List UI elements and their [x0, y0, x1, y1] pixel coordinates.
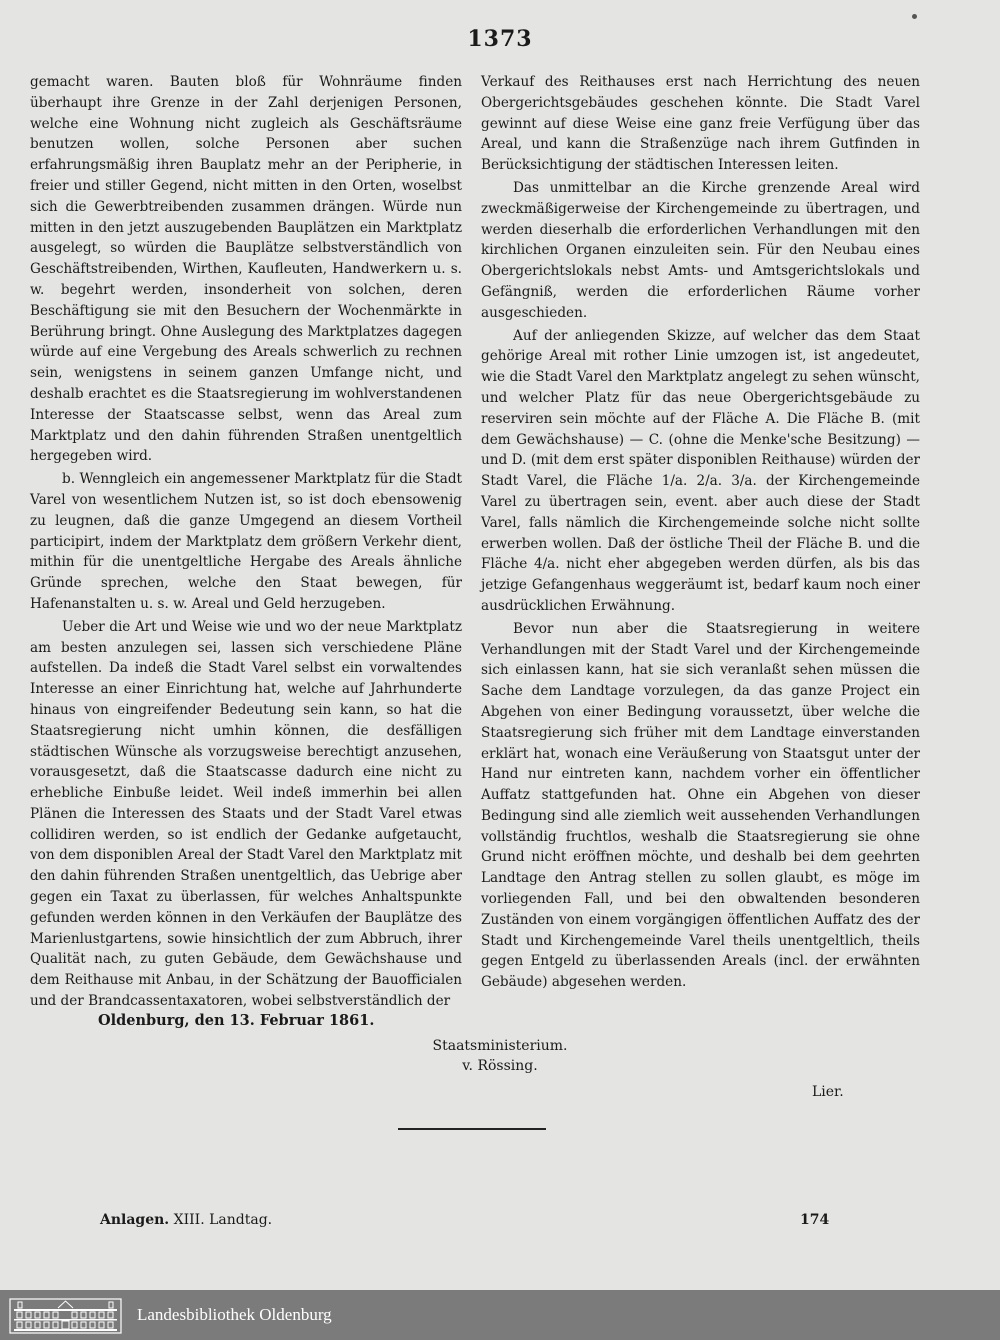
ink-dot: [912, 14, 917, 19]
place-date: Oldenburg, den 13. Februar 1861.: [98, 1012, 375, 1029]
footer-anlagen: Anlagen.: [100, 1212, 170, 1228]
left-paragraph-2: b. Wenngleich ein angemessener Marktplatz für die Stadt Varel von wesentlichem Nutzen ist, so ist doch ebensowenig zu leugnen, daß die ganze Umgegend an diesem Vortheil participirt, indem der Marktplatz dem größern Verkehr dient, mithin für die unentgeltliche Hergabe des Areals ähnliche Gründe sprechen, welche den Staat bewegen, für Hafenanstalten u. s. w. Areal und Geld herzugeben.: [30, 471, 462, 612]
footer-page-number: 174: [800, 1212, 830, 1228]
footer-landtag: XIII. Landtag.: [169, 1212, 273, 1228]
right-paragraph-2: Das unmittelbar an die Kirche grenzende Areal wird zweckmäßigerweise der Kirchengemeinde zu übertragen, und werden dieserhalb die erforderlichen Verhandlungen mit den kirchlichen Organen einzuleiten sein. Für den Neubau eines Obergerichtslokals nebst Amts- und Amtsgerichtslokals und Gefängniß, werden die erforderlichen Räume vorher ausgeschieden.: [481, 179, 920, 321]
divider-rule: [398, 1128, 546, 1130]
left-paragraph-1: gemacht waren. Bauten bloß für Wohnräume finden überhaupt ihre Grenze in der Zahl derjenigen Personen, welche eine Wohnung nicht zugleich als Geschäftsräume benutzen wollen, solche Personen aber suchen erfahrungsmäßig ihren Bauplatz mehr an der Peripherie, in freier und stiller Gegend, nicht mitten in den Orten, woselbst sich die Gewerbtreibenden zusammen drängen. Würde nun mitten in den jetzt auszugebenden Bauplätzen ein Marktplatz ausgelegt, so würden die Bauplätze selbstverständlich von Geschäftstreibenden, Wirthen, Kaufleuten, Handwerkern u. s. w. begehrt werden, insonderheit von solchen, deren Beschäftigung sie mit den Besuchern der Wochenmärkte in Berührung bringt. Ohne Auslegung des Marktplatzes dagegen würde auf eine Vergebung des Areals schwerlich zu rechnen sein, wenigstens in seinem ganzen Umfange nicht, und deshalb erachtet es die Staatsregierung im wohlverstandenen Interesse der Staatscasse selbst, wenn das Areal zum Marktplatz und den dahin führenden Straßen unentgeltlich hergegeben wird.: [30, 74, 462, 465]
library-building-icon: [8, 1295, 123, 1335]
countersignature: Lier.: [812, 1084, 844, 1100]
ministry-signature: Staatsministerium.: [432, 1038, 568, 1054]
library-name: Landesbibliothek Oldenburg: [137, 1305, 332, 1324]
right-paragraph-3: Auf der anliegenden Skizze, auf welcher das dem Staat gehörige Areal mit rother Linie umzogen ist, ist angedeutet, wie die Stadt Varel den Marktplatz angelegt zu sehen wünscht, und welcher Platz für das neue Obergerichtsgebäude zu reserviren sein möchte auf der Fläche A. Die Fläche B. (mit dem Gewächshause) — C. (ohne die Menke'sche Besitzung) — und D. (mit dem erst später disponiblen Reithause) würden der Stadt Varel, die Fläche 1/a. 2/a. 3/a. der Kirchengemeinde Varel zu übertragen sein, event. aber auch diese der Stadt Varel, falls nämlich die Kirchengemeinde solche nicht sollte erwerben wollen. Daß der östliche Theil der Fläche B. und die Fläche 4/a. nicht eher abgegeben werden dürfen, als bis das jetzige Gefangenhaus weggeräumt ist, bedarf kaum noch einer ausdrücklichen Erwähnung.: [481, 327, 920, 614]
minister-name: v. Rössing.: [462, 1058, 538, 1074]
library-banner: [0, 1290, 1000, 1340]
left-paragraph-3: Ueber die Art und Weise wie und wo der neue Marktplatz am besten anzulegen sei, lassen sich verschiedene Pläne aufstellen. Da indeß die Stadt Varel selbst ein vorwaltendes Interesse an einer Einrichtung hat, welche auf Jahrhunderte hinaus von eingreifender Bedeutung sein kann, so hat die Staatsregierung nicht umhin können, die desfälligen städtischen Wünsche als vorzugsweise berechtigt anzusehen, vorausgesetzt, daß die Staatscasse dadurch eine nicht zu erhebliche Einbuße leidet. Weil indeß immerhin bei allen Plänen die Interessen des Staats und der Stadt Varel etwas collidiren werden, so ist endlich der Gedanke aufgetaucht, von dem disponiblen Areal der Stadt Varel den Marktplatz mit den dahin führenden Straßen unentgeltlich, das Uebrige aber gegen ein Taxat zu überlassen, für welches Anhaltspunkte gefunden werden können in den Verkäufen der Bauplätze des Marienlustgartens, sowie hinsichtlich der zum Abbruch, ihrer Qualität nach, zu guten Gebäude, dem Gewächshause und dem Reithause mit Anbau, in der Schätzung der Bauofficialen und der Brandcassentaxatoren, wobei selbstverständlich der: [30, 618, 462, 1010]
footer-left: [100, 1212, 272, 1228]
page-number: 1373: [467, 26, 533, 52]
left-column: [30, 72, 462, 1014]
right-paragraph-1: Verkauf des Reithauses erst nach Herrichtung des neuen Obergerichtsgebäudes geschehen könnte. Die Stadt Varel gewinnt auf diese Weise eine ganz freie Verfügung über das Areal, und kann die Straßenzüge nach ihrem Gutfinden in Berücksichtigung der städtischen Interessen leiten.: [481, 74, 920, 174]
right-column: [481, 72, 920, 995]
right-paragraph-4: Bevor nun aber die Staatsregierung in weitere Verhandlungen mit der Stadt Varel und der Kirchengemeinde sich einlassen kann, hat sie sich veranlaßt sehen müssen die Sache dem Landtage vorzulegen, da das ganze Project ein Abgehen von einer Bedingung voraussetzt, über welche die Staatsregierung sich früher mit dem Landtage einverstanden erklärt hat, wonach eine Veräußerung von Staatsgut unter der Hand nur eintreten kann, nachdem vorher ein öffentlicher Auffatz stattgefunden hat. Ohne ein Abgehen von dieser Bedingung sind alle ziemlich weit aussehenden Verhandlungen vollständig fruchtlos, weshalb die Staatsregierung sie ohne Grund nicht eröffnen möchte, und deshalb bei dem geehrten Landtage den Antrag stellen zu sollen glaubt, es möge im vorliegenden Fall, und bei den obwaltenden besonderen Zuständen von einem vorgängigen öffentlichen Auffatz des der Stadt und Kirchengemeinde Varel theils unentgeltlich, theils gegen Entgeld zu überlassenden Areals (incl. der erwähnten Gebäude) abgesehen werden.: [481, 620, 920, 991]
